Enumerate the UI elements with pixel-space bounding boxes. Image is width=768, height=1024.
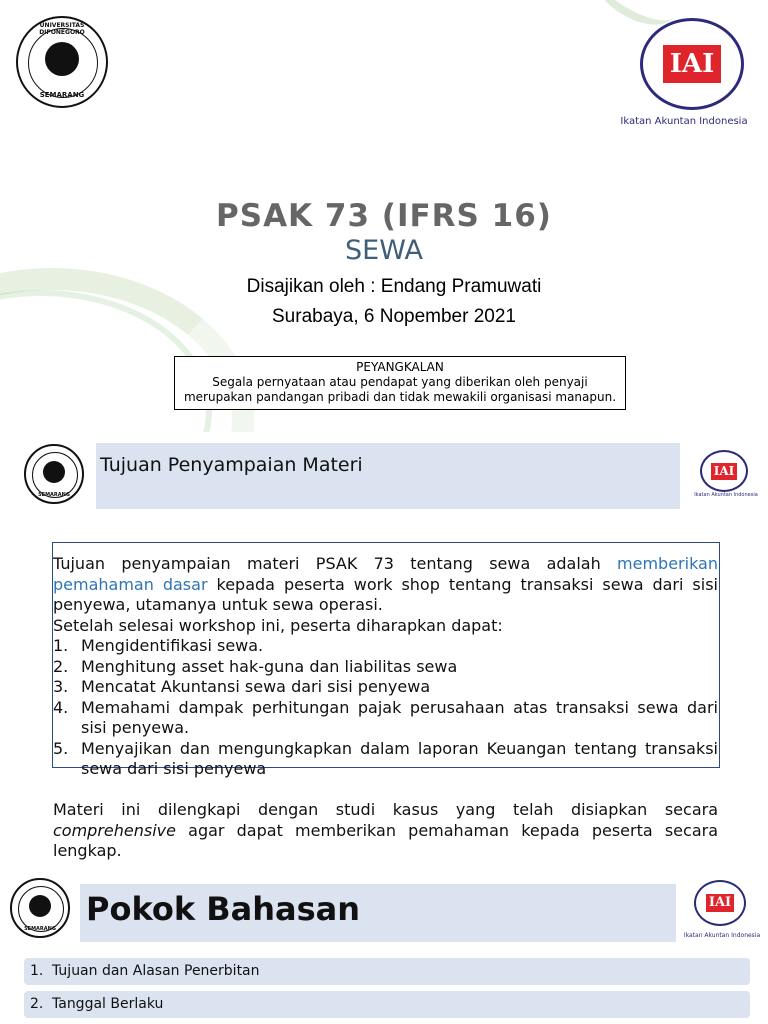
undip-logo (10, 878, 70, 938)
closing-italic: comprehensive (53, 820, 176, 840)
topic-text: Tanggal Berlaku (52, 996, 164, 1012)
topic-number: 1. (30, 963, 44, 979)
objectives-list (53, 636, 718, 780)
lead-paragraph: Setelah selesai workshop ini, peserta diharapkan dapat: (53, 615, 503, 635)
list-item (53, 636, 718, 657)
list-number: 1. (53, 636, 69, 655)
undip-logo (24, 444, 84, 504)
list-text: Mencatat Akuntansi sewa dari sisi penyewa (81, 677, 431, 696)
undip-emblem-icon (43, 461, 65, 483)
list-number: 3. (53, 677, 69, 696)
list-item (53, 657, 718, 678)
undip-seal-city: SEMARANG (24, 926, 56, 932)
undip-seal-text: UNIVERSITAS DIPONEGORO (39, 22, 85, 36)
list-number: 2. (53, 656, 69, 676)
intro-highlight: memberikan pemahaman dasar (53, 554, 718, 594)
title-slide (0, 0, 768, 432)
intro-text: Tujuan penyampaian materi PSAK 73 tentang sewa adalah (53, 554, 618, 573)
closing-text-end: agar dapat memberikan pemahaman kepada peserta secara lengkap. (53, 820, 718, 860)
slide-heading: Tujuan Penyampaian Materi (100, 454, 363, 476)
closing-text: Materi ini dilengkapi dengan studi kasus yang telah disiapkan secara (53, 800, 718, 819)
iai-logo (700, 450, 748, 492)
iai-mark-icon: IAI (711, 463, 737, 480)
list-number: 4. (53, 697, 69, 717)
closing-paragraph (53, 800, 718, 862)
undip-emblem-icon (45, 42, 79, 76)
iai-logo (694, 880, 746, 926)
objectives-text (53, 554, 718, 862)
iai-mark-icon: IAI (706, 894, 734, 912)
presentation-subtitle: SEWA (345, 235, 423, 266)
iai-logo (640, 18, 744, 110)
disclaimer-heading: PEYANGKALAN (356, 360, 444, 374)
disclaimer-line: merupakan pandangan pribadi dan tidak mewakili organisasi manapun. (183, 390, 617, 404)
iai-caption: Ikatan Akuntan Indonesia (683, 932, 761, 939)
list-item (53, 739, 718, 780)
slide-heading: Pokok Bahasan (86, 890, 361, 928)
objectives-slide (0, 432, 768, 868)
iai-mark-icon: IAI (663, 45, 721, 83)
undip-emblem-icon (29, 895, 51, 917)
topic-item (24, 991, 750, 1018)
iai-caption: Ikatan Akuntan Indonesia (694, 492, 758, 498)
undip-seal-city: SEMARANG (38, 492, 70, 498)
list-text: Menghitung asset hak-guna dan liabilitas sewa (81, 656, 458, 676)
topics-slide (0, 868, 768, 1024)
iai-caption: Ikatan Akuntan Indonesia (620, 116, 748, 127)
place-date-line: Surabaya, 6 Nopember 2021 (272, 306, 516, 327)
heading-band (96, 443, 680, 509)
disclaimer-box (174, 356, 626, 410)
intro-paragraph (53, 554, 718, 616)
list-text: Mengidentifikasi sewa. (81, 636, 264, 655)
presenter-line: Disajikan oleh : Endang Pramuwati (246, 276, 542, 297)
list-item (53, 677, 718, 698)
list-text: Menyajikan dan mengungkapkan dalam laporan Keuangan tentang transaksi sewa dari sisi penyewa (81, 738, 718, 778)
topic-text: Tujuan dan Alasan Penerbitan (52, 963, 260, 979)
list-item (53, 698, 718, 739)
disclaimer-line: Segala pernyataan atau pendapat yang diberikan oleh penyaji (212, 375, 588, 389)
list-text: Memahami dampak perhitungan pajak perusahaan atas transaksi sewa dari sisi penyewa. (81, 697, 718, 737)
presentation-title: PSAK 73 (IFRS 16) (216, 198, 552, 234)
undip-seal-city: SEMARANG (39, 91, 85, 99)
list-number: 5. (53, 738, 69, 758)
topic-number: 2. (30, 996, 44, 1012)
undip-logo (16, 16, 108, 108)
topic-item (24, 958, 750, 985)
intro-text-end: kepada peserta work shop tentang transaksi sewa dari sisi penyewa, utamanya untuk sewa operasi. (53, 574, 718, 614)
